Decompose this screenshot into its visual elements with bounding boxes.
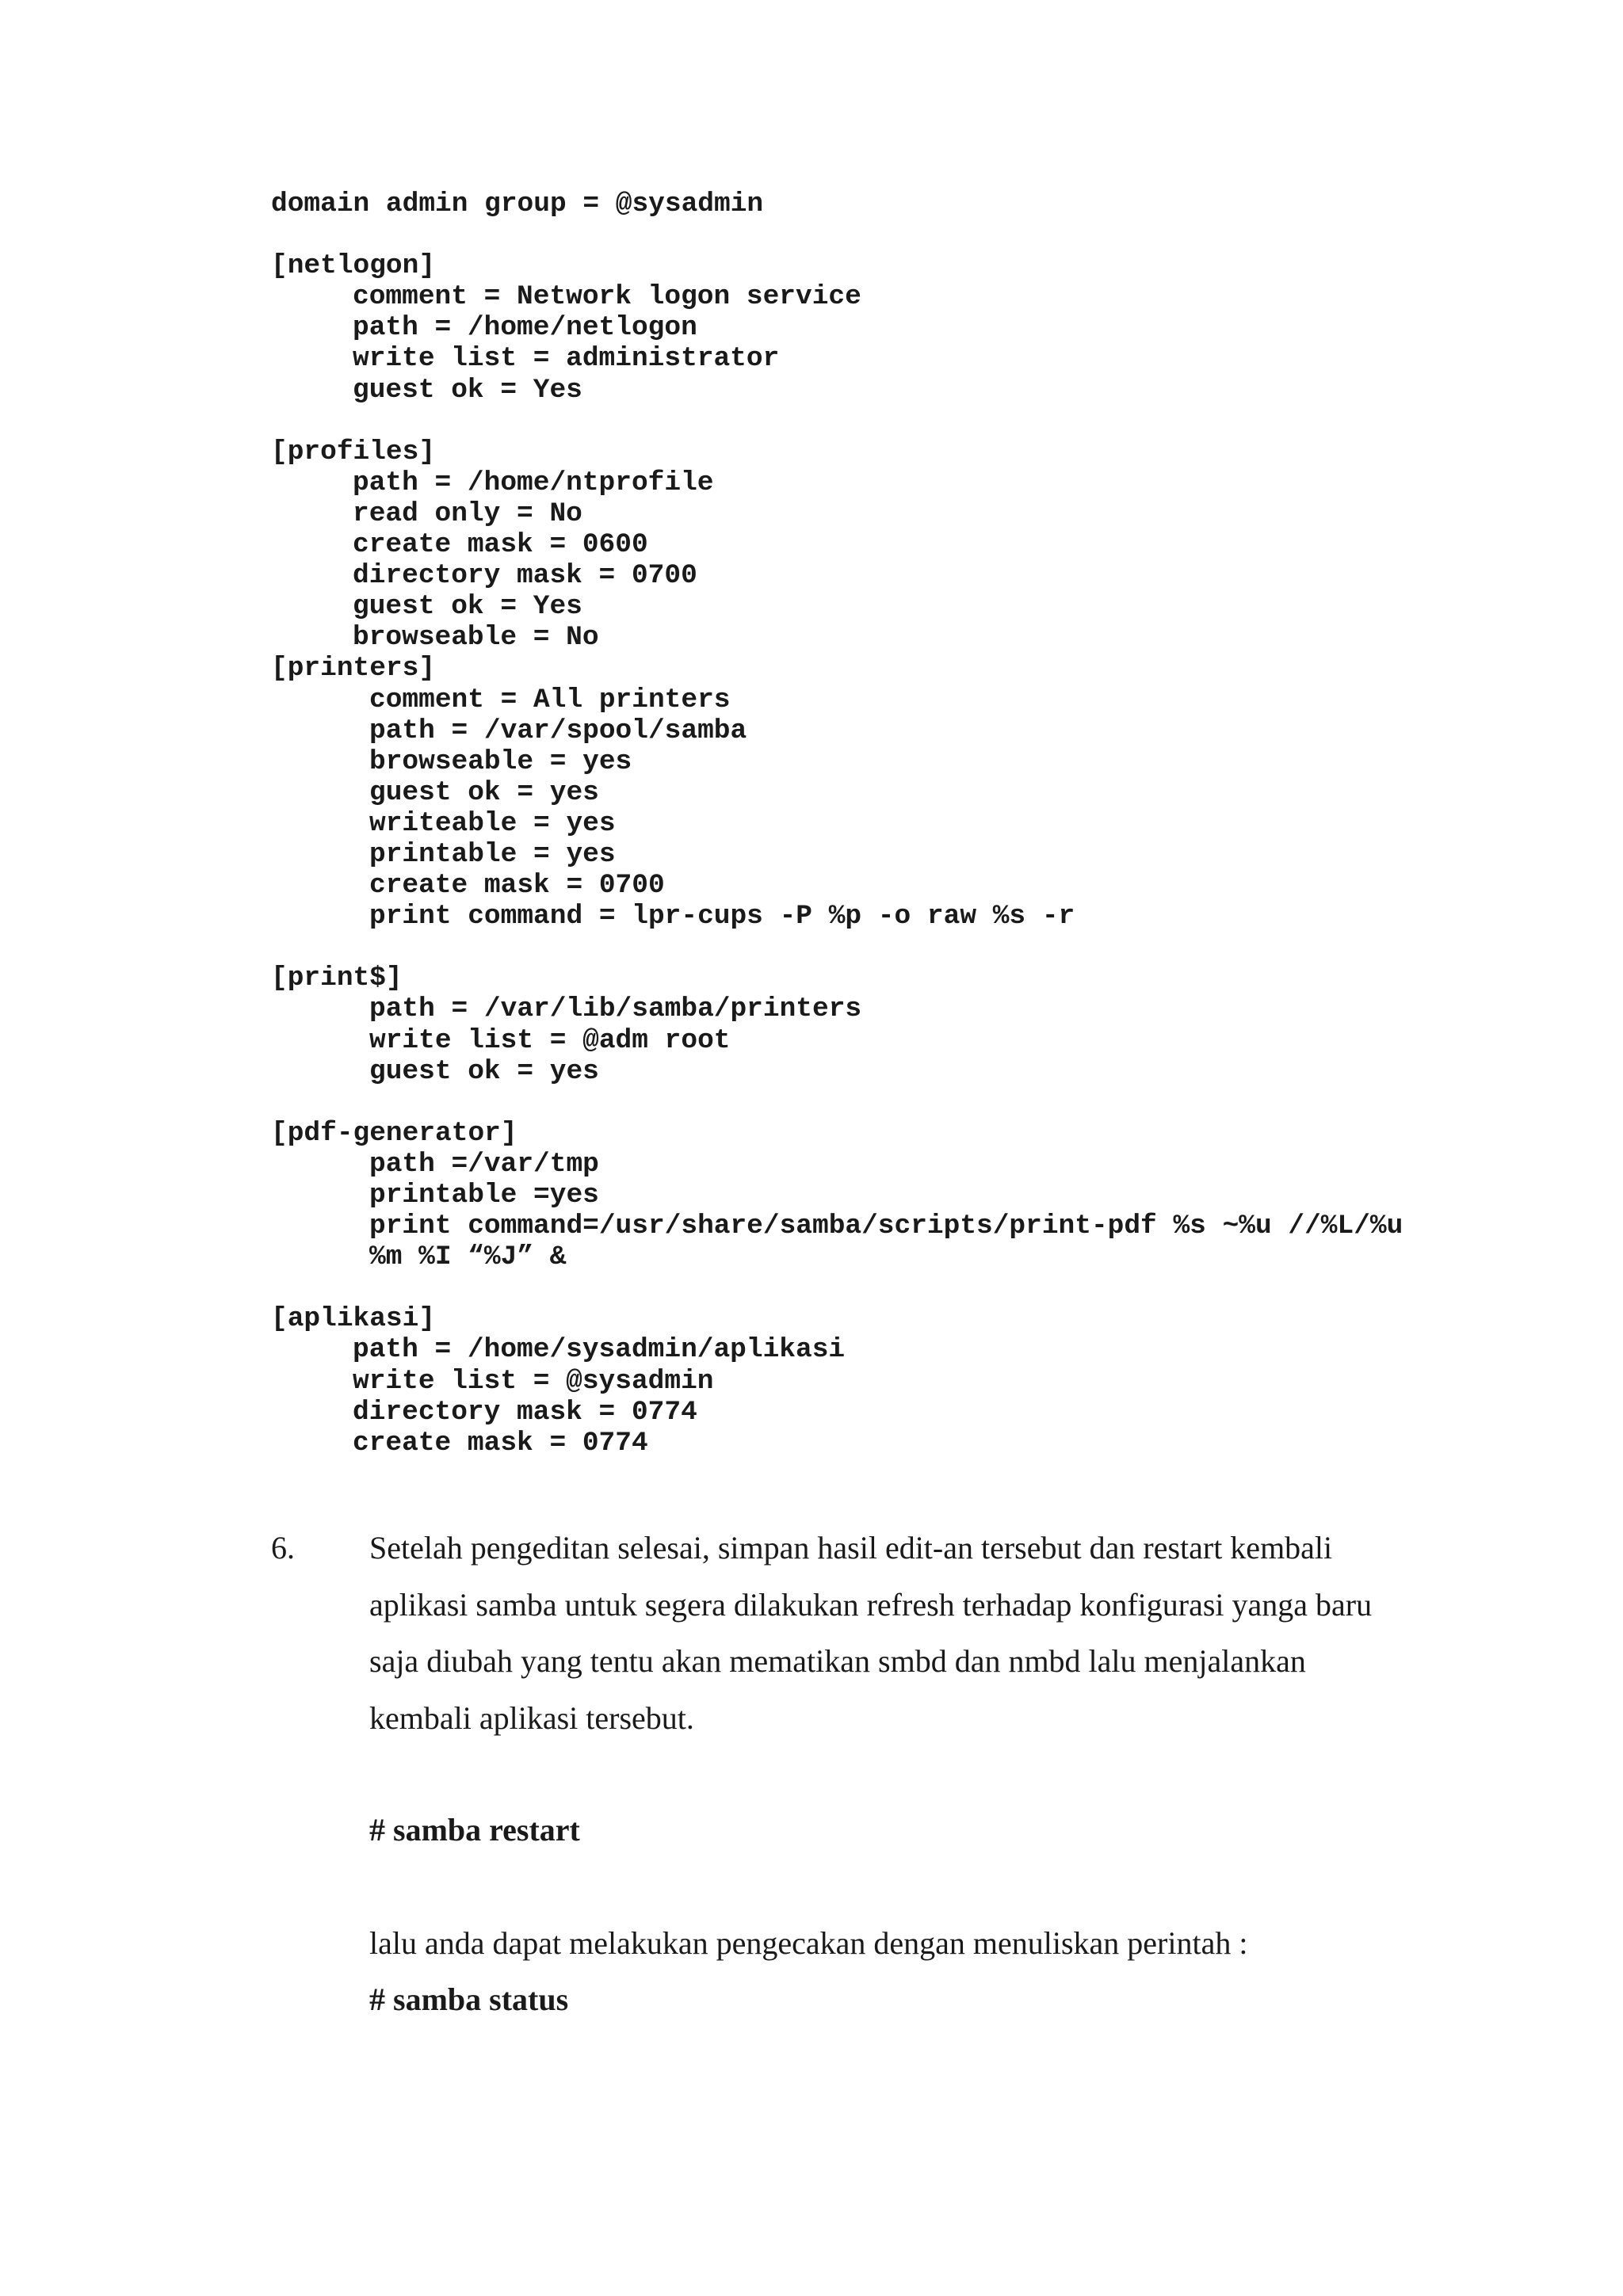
config-section-header: [print$]: [271, 963, 403, 994]
config-line: path = /home/netlogon: [353, 312, 697, 344]
config-line: browseable = No: [353, 622, 599, 654]
paragraph-line: saja diubah yang tentu akan mematikan smbd dan nmbd lalu menjalankan: [369, 1643, 1306, 1679]
step-body: [369, 1520, 1431, 2027]
config-line: create mask = 0700: [369, 870, 665, 902]
config-line: print command=/usr/share/samba/scripts/print-pdf %s ~%u //%L/%u: [369, 1211, 1403, 1242]
step-number: 6.: [271, 1530, 295, 1566]
command-restart: # samba restart: [369, 1812, 580, 1848]
config-section-header: [pdf-generator]: [271, 1117, 517, 1149]
config-line: browseable = yes: [369, 746, 632, 777]
config-line: write list = administrator: [353, 343, 780, 375]
config-line: print command = lpr-cups -P %p -o raw %s -r: [369, 901, 1075, 933]
check-note: lalu anda dapat melakukan pengecakan dengan menuliskan perintah :: [369, 1925, 1248, 1961]
config-line: path = /var/lib/samba/printers: [369, 994, 862, 1025]
config-line: directory mask = 0700: [353, 560, 697, 592]
config-line: read only = No: [353, 498, 582, 529]
config-line: comment = All printers: [369, 684, 731, 715]
config-line: path = /home/sysadmin/aplikasi: [353, 1334, 846, 1366]
blank-line: [271, 406, 1403, 437]
config-line: path = /var/spool/samba: [369, 715, 747, 746]
blank-line: [271, 932, 1403, 963]
config-line: create mask = 0600: [353, 529, 648, 561]
config-line: printable = yes: [369, 838, 616, 870]
config-section-header: [profiles]: [271, 436, 436, 467]
config-line: guest ok = Yes: [353, 591, 582, 623]
config-section-header: [netlogon]: [271, 250, 436, 282]
blank-line: [271, 219, 1403, 250]
config-line: %m %I “%J” &: [369, 1241, 567, 1273]
config-line: write list = @adm root: [369, 1024, 731, 1056]
config-line: create mask = 0774: [353, 1427, 648, 1459]
config-line: directory mask = 0774: [353, 1396, 697, 1428]
blank-line: [271, 1272, 1403, 1303]
config-section-header: [aplikasi]: [271, 1303, 436, 1335]
config-line: guest ok = yes: [369, 776, 599, 808]
config-line: comment = Network logon service: [353, 281, 861, 313]
paragraph-line: Setelah pengeditan selesai, simpan hasil edit-an tersebut dan restart kembali: [369, 1530, 1333, 1566]
samba-config-code-block: [271, 189, 1403, 1459]
paragraph-line: kembali aplikasi tersebut.: [369, 1699, 694, 1736]
paragraph-line: aplikasi samba untuk segera dilakukan refresh terhadap konfigurasi yanga baru: [369, 1586, 1373, 1623]
command-status: # samba status: [369, 1981, 569, 2017]
config-line: path =/var/tmp: [369, 1148, 599, 1180]
config-line: path = /home/ntprofile: [353, 467, 714, 498]
step-paragraph: [369, 1520, 1431, 1746]
config-section-header: [printers]: [271, 653, 436, 685]
config-line: guest ok = yes: [369, 1055, 599, 1087]
config-line: domain admin group = @sysadmin: [271, 189, 764, 219]
config-line: write list = @sysadmin: [353, 1365, 714, 1397]
config-line: guest ok = Yes: [353, 374, 582, 406]
config-line: printable =yes: [369, 1180, 599, 1211]
blank-line: [271, 1087, 1403, 1118]
config-line: writeable = yes: [369, 807, 616, 839]
